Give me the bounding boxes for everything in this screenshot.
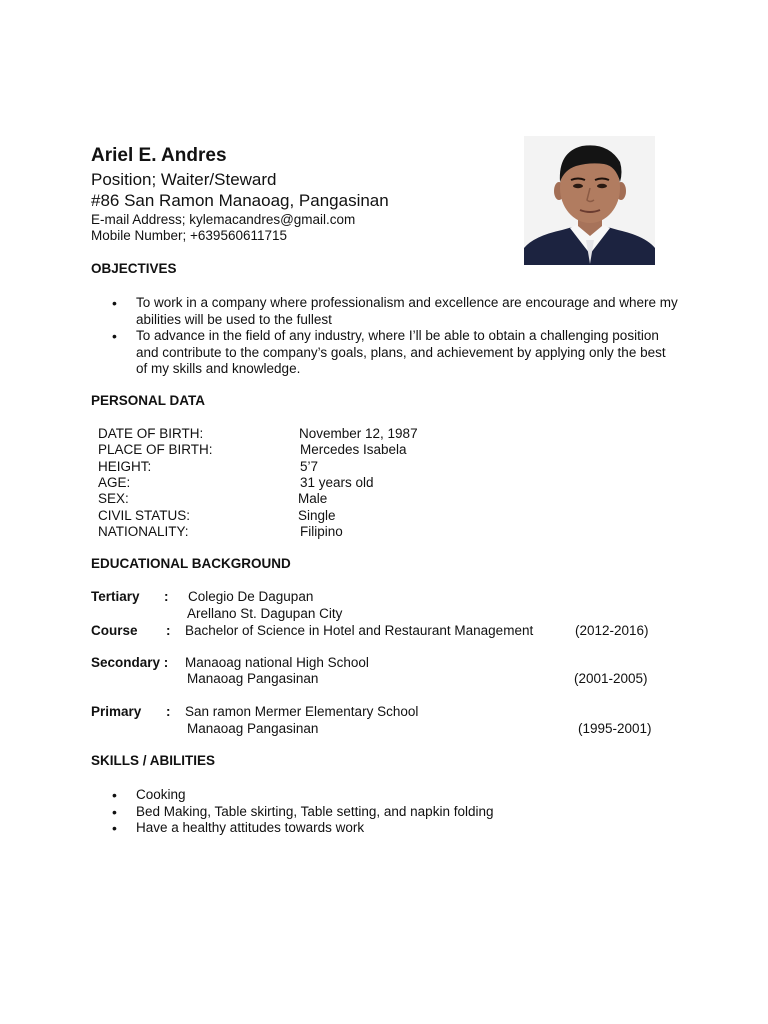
skill-item: • Have a healthy attitudes towards work bbox=[108, 820, 668, 837]
skills-heading: SKILLS / ABILITIES bbox=[91, 753, 216, 768]
tertiary-address: Arellano St. Dagupan City bbox=[187, 606, 343, 621]
mobile-line: Mobile Number; +639560611715 bbox=[91, 228, 288, 243]
education-heading: EDUCATIONAL BACKGROUND bbox=[91, 556, 291, 571]
nationality-label: NATIONALITY: bbox=[98, 524, 189, 539]
dob-label: DATE OF BIRTH: bbox=[98, 426, 204, 441]
course-colon: : bbox=[166, 623, 171, 638]
age-label: AGE: bbox=[98, 475, 131, 490]
pob-label: PLACE OF BIRTH: bbox=[98, 442, 213, 457]
objectives-list bbox=[108, 295, 678, 378]
pob-value: Mercedes Isabela bbox=[300, 442, 407, 457]
secondary-school: Manaoag national High School bbox=[185, 655, 369, 670]
course-value: Bachelor of Science in Hotel and Restaurant Management bbox=[185, 623, 534, 638]
skill-item: • Cooking bbox=[108, 787, 668, 804]
address-line: #86 San Ramon Manaoag, Pangasinan bbox=[91, 191, 389, 210]
tertiary-colon: : bbox=[164, 589, 169, 604]
primary-colon: : bbox=[166, 704, 171, 719]
objective-item: • To work in a company where professionalism and excellence are encourage and where my abilities will be used to the fullest bbox=[108, 295, 678, 328]
height-value: 5’7 bbox=[300, 459, 319, 474]
tertiary-school: Colegio De Dagupan bbox=[188, 589, 314, 604]
email-line: E-mail Address; kylemacandres@gmail.com bbox=[91, 212, 356, 227]
secondary-years: (2001-2005) bbox=[574, 671, 648, 686]
primary-label: Primary bbox=[91, 704, 142, 719]
skill-item: • Bed Making, Table skirting, Table setting, and napkin folding bbox=[108, 804, 668, 821]
applicant-name: Ariel E. Andres bbox=[91, 145, 227, 166]
personal-data-heading: PERSONAL DATA bbox=[91, 393, 206, 408]
secondary-address: Manaoag Pangasinan bbox=[187, 671, 319, 686]
dob-value: November 12, 1987 bbox=[299, 426, 418, 441]
primary-address: Manaoag Pangasinan bbox=[187, 721, 319, 736]
course-years: (2012-2016) bbox=[575, 623, 649, 638]
civil-status-value: Single bbox=[298, 508, 336, 523]
primary-years: (1995-2001) bbox=[578, 721, 652, 736]
sex-label: SEX: bbox=[98, 491, 129, 506]
objectives-heading: OBJECTIVES bbox=[91, 261, 177, 276]
sex-value: Male bbox=[298, 491, 328, 506]
position-line: Position; Waiter/Steward bbox=[91, 170, 277, 189]
portrait-image bbox=[524, 136, 655, 265]
primary-school: San ramon Mermer Elementary School bbox=[185, 704, 419, 719]
height-label: HEIGHT: bbox=[98, 459, 152, 474]
objective-item: • To advance in the field of any industry, where I’ll be able to obtain a challenging position and contribute to the company’s goals, plans, and achievement by applying only the best of my skills and knowledge. bbox=[108, 328, 678, 378]
skills-list bbox=[108, 787, 668, 837]
tertiary-label: Tertiary bbox=[91, 589, 140, 604]
nationality-value: Filipino bbox=[300, 524, 343, 539]
age-value: 31 years old bbox=[300, 475, 374, 490]
course-label: Course bbox=[91, 623, 138, 638]
secondary-label: Secondary : bbox=[91, 655, 169, 670]
civil-status-label: CIVIL STATUS: bbox=[98, 508, 191, 523]
applicant-photo bbox=[524, 136, 655, 265]
